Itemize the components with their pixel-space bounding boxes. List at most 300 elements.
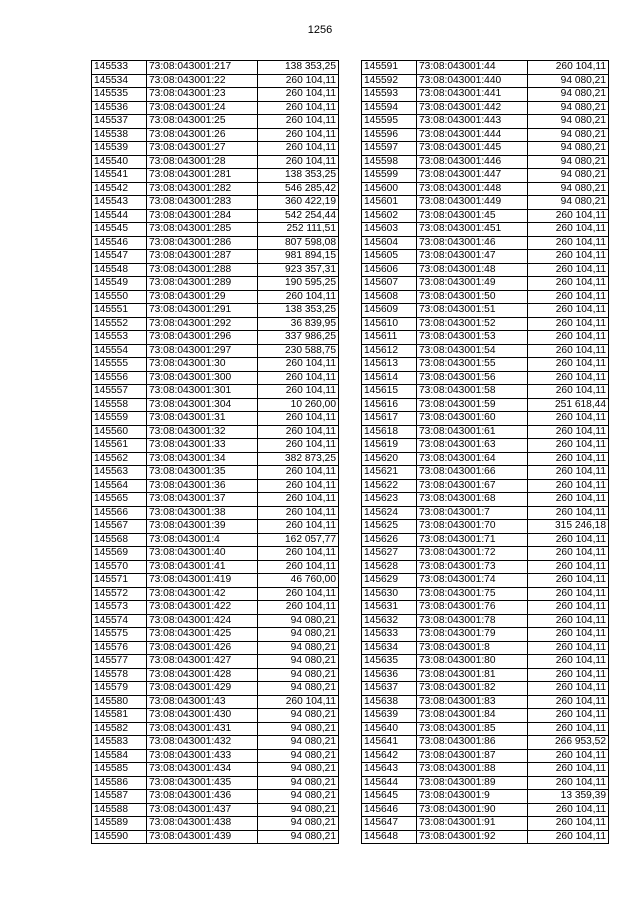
value-cell: 190 595,25 [258,277,339,291]
cadastral-number-cell: 73:08:043001:429 [147,682,258,696]
value-cell: 260 104,11 [528,493,609,507]
table-row [92,493,339,507]
value-cell: 13 359,39 [528,790,609,804]
cadastral-number-cell: 73:08:043001:39 [147,520,258,534]
table-row [92,547,339,561]
record-number-cell: 145569 [92,547,147,561]
value-cell: 260 104,11 [528,817,609,831]
cadastral-number-cell: 73:08:043001:41 [147,560,258,574]
value-cell: 260 104,11 [528,209,609,223]
record-number-cell: 145616 [362,398,417,412]
record-number-cell: 145609 [362,304,417,318]
value-cell: 94 080,21 [528,74,609,88]
right-register-table [361,60,609,844]
cadastral-number-cell: 73:08:043001:281 [147,169,258,183]
value-cell: 94 080,21 [528,101,609,115]
table-row [362,128,609,142]
record-number-cell: 145640 [362,722,417,736]
table-row [362,668,609,682]
record-number-cell: 145553 [92,331,147,345]
record-number-cell: 145547 [92,250,147,264]
cadastral-number-cell: 73:08:043001:436 [147,790,258,804]
value-cell: 260 104,11 [528,223,609,237]
record-number-cell: 145633 [362,628,417,642]
value-cell: 260 104,11 [528,682,609,696]
cadastral-number-cell: 73:08:043001:23 [147,88,258,102]
value-cell: 10 260,00 [258,398,339,412]
value-cell: 94 080,21 [258,709,339,723]
value-cell: 260 104,11 [258,601,339,615]
value-cell: 260 104,11 [528,560,609,574]
value-cell: 260 104,11 [258,155,339,169]
cadastral-number-cell: 73:08:043001:60 [417,412,528,426]
record-number-cell: 145644 [362,776,417,790]
table-row [362,655,609,669]
table-row [92,776,339,790]
table-row [362,479,609,493]
cadastral-number-cell: 73:08:043001:91 [417,817,528,831]
cadastral-number-cell: 73:08:043001:291 [147,304,258,318]
cadastral-number-cell: 73:08:043001:86 [417,736,528,750]
record-number-cell: 145622 [362,479,417,493]
table-row [92,290,339,304]
table-row [362,277,609,291]
record-number-cell: 145592 [362,74,417,88]
cadastral-number-cell: 73:08:043001:283 [147,196,258,210]
table-row [92,641,339,655]
table-row [362,641,609,655]
value-cell: 230 588,75 [258,344,339,358]
cadastral-number-cell: 73:08:043001:296 [147,331,258,345]
table-row [92,236,339,250]
record-number-cell: 145560 [92,425,147,439]
value-cell: 260 104,11 [528,830,609,844]
value-cell: 94 080,21 [258,817,339,831]
value-cell: 252 111,51 [258,223,339,237]
table-row [362,574,609,588]
record-number-cell: 145604 [362,236,417,250]
record-number-cell: 145568 [92,533,147,547]
cadastral-number-cell: 73:08:043001:36 [147,479,258,493]
value-cell: 260 104,11 [528,263,609,277]
table-row [92,155,339,169]
table-row [92,533,339,547]
table-row [92,182,339,196]
page-number: 1256 [307,24,333,36]
cadastral-number-cell: 73:08:043001:38 [147,506,258,520]
record-number-cell: 145540 [92,155,147,169]
record-number-cell: 145579 [92,682,147,696]
table-row [362,506,609,520]
table-row [362,709,609,723]
cadastral-number-cell: 73:08:043001:66 [417,466,528,480]
value-cell: 546 285,42 [258,182,339,196]
record-number-cell: 145613 [362,358,417,372]
value-cell: 260 104,11 [528,479,609,493]
table-row [362,142,609,156]
record-number-cell: 145617 [362,412,417,426]
cadastral-number-cell: 73:08:043001:53 [417,331,528,345]
record-number-cell: 145544 [92,209,147,223]
record-number-cell: 145603 [362,223,417,237]
cadastral-number-cell: 73:08:043001:42 [147,587,258,601]
value-cell: 260 104,11 [528,763,609,777]
value-cell: 94 080,21 [258,776,339,790]
record-number-cell: 145597 [362,142,417,156]
value-cell: 94 080,21 [528,115,609,129]
value-cell: 260 104,11 [258,466,339,480]
table-row [92,304,339,318]
table-row [362,533,609,547]
table-row [362,466,609,480]
value-cell: 260 104,11 [258,142,339,156]
cadastral-number-cell: 73:08:043001:7 [417,506,528,520]
table-row [362,196,609,210]
cadastral-number-cell: 73:08:043001:419 [147,574,258,588]
cadastral-number-cell: 73:08:043001:43 [147,695,258,709]
table-row [362,398,609,412]
cadastral-number-cell: 73:08:043001:8 [417,641,528,655]
cadastral-number-cell: 73:08:043001:282 [147,182,258,196]
value-cell: 260 104,11 [528,358,609,372]
record-number-cell: 145543 [92,196,147,210]
table-row [362,547,609,561]
record-number-cell: 145624 [362,506,417,520]
table-row [362,439,609,453]
record-number-cell: 145596 [362,128,417,142]
cadastral-number-cell: 73:08:043001:30 [147,358,258,372]
record-number-cell: 145548 [92,263,147,277]
left-table-body [92,61,339,844]
table-row [92,520,339,534]
value-cell: 981 894,15 [258,250,339,264]
table-row [92,587,339,601]
table-row [92,695,339,709]
table-row [362,587,609,601]
value-cell: 260 104,11 [528,304,609,318]
cadastral-number-cell: 73:08:043001:61 [417,425,528,439]
table-row [92,115,339,129]
cadastral-number-cell: 73:08:043001:45 [417,209,528,223]
table-row [92,169,339,183]
cadastral-number-cell: 73:08:043001:50 [417,290,528,304]
value-cell: 94 080,21 [258,790,339,804]
value-cell: 315 246,18 [528,520,609,534]
record-number-cell: 145593 [362,88,417,102]
record-number-cell: 145583 [92,736,147,750]
table-row [92,425,339,439]
table-row [362,358,609,372]
record-number-cell: 145600 [362,182,417,196]
cadastral-number-cell: 73:08:043001:427 [147,655,258,669]
value-cell: 260 104,11 [528,250,609,264]
value-cell: 94 080,21 [528,142,609,156]
table-row [92,209,339,223]
value-cell: 260 104,11 [258,695,339,709]
table-row [92,601,339,615]
record-number-cell: 145601 [362,196,417,210]
value-cell: 260 104,11 [528,452,609,466]
record-number-cell: 145550 [92,290,147,304]
cadastral-number-cell: 73:08:043001:428 [147,668,258,682]
table-row [362,344,609,358]
record-number-cell: 145586 [92,776,147,790]
value-cell: 266 953,52 [528,736,609,750]
cadastral-number-cell: 73:08:043001:82 [417,682,528,696]
record-number-cell: 145607 [362,277,417,291]
value-cell: 260 104,11 [528,574,609,588]
cadastral-number-cell: 73:08:043001:431 [147,722,258,736]
cadastral-number-cell: 73:08:043001:89 [417,776,528,790]
record-number-cell: 145589 [92,817,147,831]
table-row [362,695,609,709]
cadastral-number-cell: 73:08:043001:425 [147,628,258,642]
value-cell: 260 104,11 [528,277,609,291]
table-row [362,182,609,196]
table-row [92,317,339,331]
value-cell: 251 618,44 [528,398,609,412]
value-cell: 260 104,11 [528,533,609,547]
record-number-cell: 145637 [362,682,417,696]
table-row [362,155,609,169]
value-cell: 138 353,25 [258,61,339,75]
record-number-cell: 145588 [92,803,147,817]
value-cell: 260 104,11 [528,628,609,642]
record-number-cell: 145577 [92,655,147,669]
record-number-cell: 145643 [362,763,417,777]
record-number-cell: 145585 [92,763,147,777]
table-row [362,520,609,534]
right-table-body [362,61,609,844]
table-row [362,493,609,507]
table-row [92,331,339,345]
cadastral-number-cell: 73:08:043001:35 [147,466,258,480]
table-row [92,722,339,736]
record-number-cell: 145636 [362,668,417,682]
table-row [362,736,609,750]
table-row [92,452,339,466]
value-cell: 260 104,11 [528,371,609,385]
record-number-cell: 145627 [362,547,417,561]
cadastral-number-cell: 73:08:043001:67 [417,479,528,493]
cadastral-number-cell: 73:08:043001:81 [417,668,528,682]
record-number-cell: 145638 [362,695,417,709]
record-number-cell: 145602 [362,209,417,223]
record-number-cell: 145572 [92,587,147,601]
cadastral-number-cell: 73:08:043001:444 [417,128,528,142]
table-row [362,331,609,345]
value-cell: 260 104,11 [528,61,609,75]
value-cell: 260 104,11 [528,412,609,426]
value-cell: 260 104,11 [258,88,339,102]
value-cell: 260 104,11 [528,803,609,817]
table-row [92,344,339,358]
table-row [362,61,609,75]
value-cell: 260 104,11 [528,641,609,655]
record-number-cell: 145605 [362,250,417,264]
table-row [362,749,609,763]
record-number-cell: 145539 [92,142,147,156]
record-number-cell: 145620 [362,452,417,466]
table-row [362,817,609,831]
record-number-cell: 145635 [362,655,417,669]
table-row [92,790,339,804]
table-row [92,574,339,588]
record-number-cell: 145631 [362,601,417,615]
record-number-cell: 145535 [92,88,147,102]
value-cell: 337 986,25 [258,331,339,345]
cadastral-number-cell: 73:08:043001:58 [417,385,528,399]
cadastral-number-cell: 73:08:043001:26 [147,128,258,142]
table-row [92,817,339,831]
table-row [92,250,339,264]
record-number-cell: 145578 [92,668,147,682]
record-number-cell: 145554 [92,344,147,358]
cadastral-number-cell: 73:08:043001:55 [417,358,528,372]
value-cell: 260 104,11 [528,317,609,331]
cadastral-number-cell: 73:08:043001:424 [147,614,258,628]
cadastral-number-cell: 73:08:043001:29 [147,290,258,304]
table-row [362,830,609,844]
table-row [362,115,609,129]
value-cell: 94 080,21 [258,668,339,682]
record-number-cell: 145565 [92,493,147,507]
cadastral-number-cell: 73:08:043001:25 [147,115,258,129]
record-number-cell: 145541 [92,169,147,183]
record-number-cell: 145552 [92,317,147,331]
value-cell: 260 104,11 [528,385,609,399]
table-row [362,290,609,304]
cadastral-number-cell: 73:08:043001:284 [147,209,258,223]
value-cell: 94 080,21 [528,182,609,196]
cadastral-number-cell: 73:08:043001:297 [147,344,258,358]
cadastral-number-cell: 73:08:043001:24 [147,101,258,115]
cadastral-number-cell: 73:08:043001:447 [417,169,528,183]
value-cell: 260 104,11 [528,722,609,736]
record-number-cell: 145536 [92,101,147,115]
record-number-cell: 145538 [92,128,147,142]
table-row [92,763,339,777]
value-cell: 94 080,21 [258,655,339,669]
table-row [92,628,339,642]
record-number-cell: 145545 [92,223,147,237]
cadastral-number-cell: 73:08:043001:433 [147,749,258,763]
record-number-cell: 145646 [362,803,417,817]
table-row [92,709,339,723]
record-number-cell: 145580 [92,695,147,709]
record-number-cell: 145621 [362,466,417,480]
value-cell: 260 104,11 [258,115,339,129]
cadastral-number-cell: 73:08:043001:68 [417,493,528,507]
record-number-cell: 145632 [362,614,417,628]
record-number-cell: 145614 [362,371,417,385]
value-cell: 138 353,25 [258,169,339,183]
value-cell: 260 104,11 [258,520,339,534]
record-number-cell: 145628 [362,560,417,574]
table-row [92,479,339,493]
value-cell: 94 080,21 [528,196,609,210]
cadastral-number-cell: 73:08:043001:49 [417,277,528,291]
cadastral-number-cell: 73:08:043001:286 [147,236,258,250]
record-number-cell: 145594 [362,101,417,115]
cadastral-number-cell: 73:08:043001:63 [417,439,528,453]
record-number-cell: 145608 [362,290,417,304]
cadastral-number-cell: 73:08:043001:441 [417,88,528,102]
table-row [362,385,609,399]
record-number-cell: 145556 [92,371,147,385]
record-number-cell: 145557 [92,385,147,399]
cadastral-number-cell: 73:08:043001:79 [417,628,528,642]
table-row [92,101,339,115]
cadastral-number-cell: 73:08:043001:32 [147,425,258,439]
record-number-cell: 145626 [362,533,417,547]
table-row [92,682,339,696]
value-cell: 94 080,21 [258,749,339,763]
cadastral-number-cell: 73:08:043001:22 [147,74,258,88]
table-row [92,277,339,291]
value-cell: 360 422,19 [258,196,339,210]
record-number-cell: 145551 [92,304,147,318]
record-number-cell: 145558 [92,398,147,412]
record-number-cell: 145566 [92,506,147,520]
table-row [362,763,609,777]
table-row [92,142,339,156]
value-cell: 260 104,11 [528,668,609,682]
cadastral-number-cell: 73:08:043001:440 [417,74,528,88]
table-row [362,263,609,277]
record-number-cell: 145630 [362,587,417,601]
value-cell: 260 104,11 [258,385,339,399]
table-row [92,749,339,763]
table-row [362,236,609,250]
value-cell: 260 104,11 [528,331,609,345]
value-cell: 260 104,11 [258,560,339,574]
cadastral-number-cell: 73:08:043001:54 [417,344,528,358]
record-number-cell: 145574 [92,614,147,628]
record-number-cell: 145549 [92,277,147,291]
record-number-cell: 145584 [92,749,147,763]
value-cell: 382 873,25 [258,452,339,466]
value-cell: 260 104,11 [528,614,609,628]
cadastral-number-cell: 73:08:043001:51 [417,304,528,318]
record-number-cell: 145623 [362,493,417,507]
record-number-cell: 145639 [362,709,417,723]
value-cell: 260 104,11 [528,776,609,790]
table-row [362,317,609,331]
cadastral-number-cell: 73:08:043001:52 [417,317,528,331]
value-cell: 94 080,21 [258,722,339,736]
table-row [362,101,609,115]
cadastral-number-cell: 73:08:043001:430 [147,709,258,723]
table-row [362,412,609,426]
cadastral-number-cell: 73:08:043001:437 [147,803,258,817]
cadastral-number-cell: 73:08:043001:71 [417,533,528,547]
value-cell: 94 080,21 [258,641,339,655]
record-number-cell: 145619 [362,439,417,453]
value-cell: 94 080,21 [258,628,339,642]
value-cell: 260 104,11 [528,290,609,304]
cadastral-number-cell: 73:08:043001:449 [417,196,528,210]
cadastral-number-cell: 73:08:043001:426 [147,641,258,655]
value-cell: 260 104,11 [258,412,339,426]
record-number-cell: 145625 [362,520,417,534]
cadastral-number-cell: 73:08:043001:78 [417,614,528,628]
table-row [362,628,609,642]
value-cell: 94 080,21 [258,830,339,844]
record-number-cell: 145615 [362,385,417,399]
value-cell: 807 598,08 [258,236,339,250]
table-row [92,614,339,628]
